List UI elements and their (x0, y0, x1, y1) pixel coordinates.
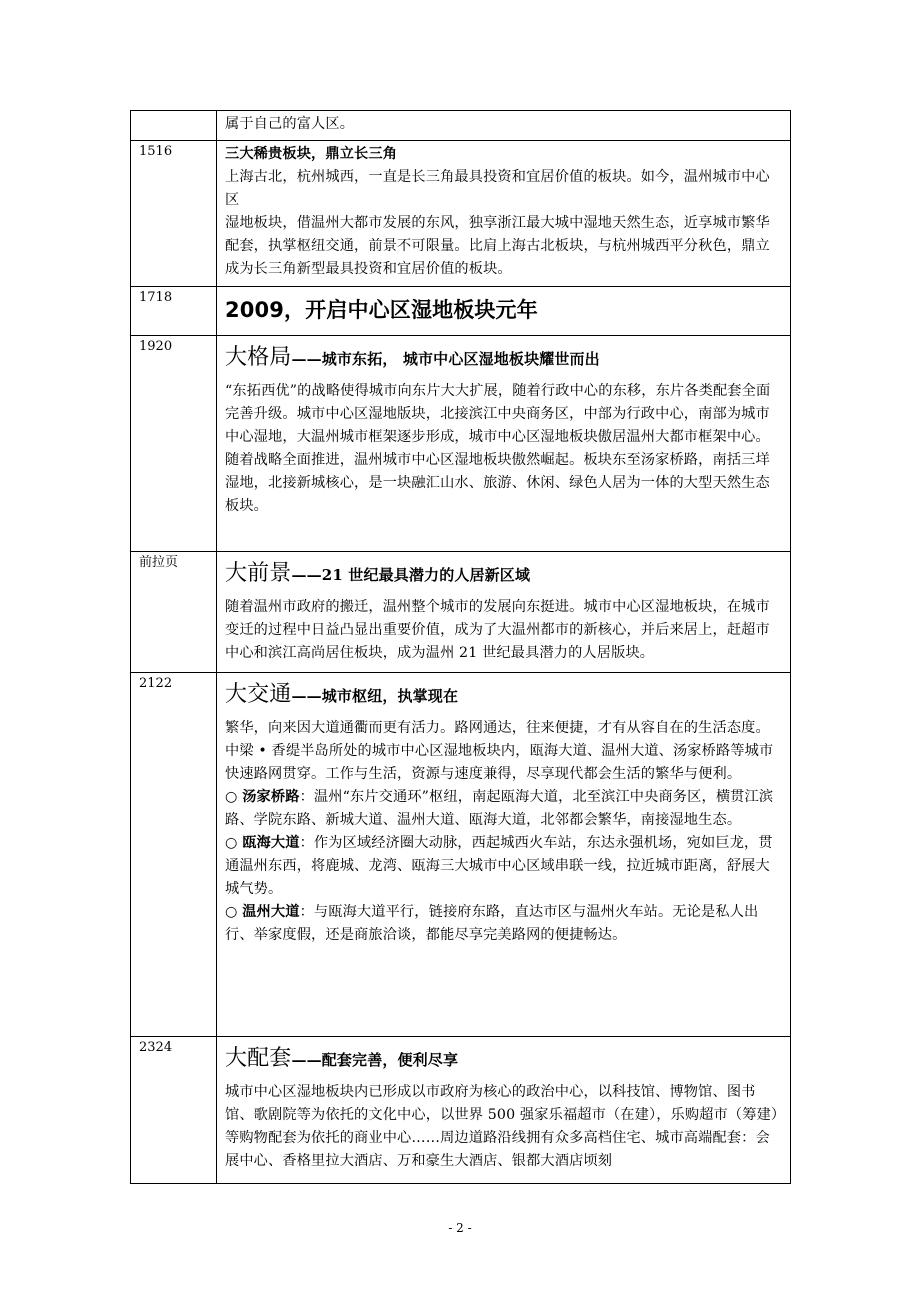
heading-sub: ——城市东拓， 城市中心区湿地板块耀世而出 (291, 350, 600, 368)
paragraph: 上海古北，杭州城西，一直是长三角最具投资和宜居价值的板块。如今，温州城市中心区 (225, 169, 770, 208)
document-table (130, 110, 791, 1184)
bullet-text: ：温州“东片交通环”枢纽，南起瓯海大道，北至滨江中央商务区，横贯江滨路、学院东路、新城大道、温州大道、瓯海大道，北邻都会繁华，南接湿地生态。 (225, 789, 774, 828)
heading-main: 大格局 (225, 345, 292, 370)
paragraph: “东拓西优”的战略使得城市向东片大大扩展，随着行政中心的东移，东片各类配套全面完善升级。城市中心区湿地版块，北接滨江中央商务区，中部为行政中心，南部为城市中心湿地，大温州城市框架逐步形成，城市中心区湿地板块傲居温州大都市框架中心。 (225, 383, 771, 445)
row-number: 1920 (131, 336, 217, 552)
bullet-text: ：与瓯海大道平行，链接府东路，直达市区与温州火车站。无论是私人出行、举家度假，还是商旅洽谈，都能尽享完美路网的便捷畅达。 (225, 904, 759, 943)
row-number (131, 111, 217, 141)
row-content (217, 1037, 791, 1184)
row-number: 1516 (131, 141, 217, 287)
row-number: 2122 (131, 673, 217, 1037)
section-heading: 三大稀贵板块，鼎立长三角 (225, 146, 398, 162)
heading-main: 大交通 (225, 682, 292, 707)
paragraph: 随着温州市政府的搬迁，温州整个城市的发展向东挺进。城市中心区湿地板块，在城市变迁的过程中日益凸显出重要价值，成为了大温州都市的新核心，并后来居上，赶超市中心和滨江高尚居住板块，成为温州 21 世纪最具潜力的人居版块。 (225, 599, 770, 661)
bullet-label: 汤家桥路 (242, 789, 300, 805)
table-row (131, 1037, 791, 1184)
paragraph: 属于自己的富人区。 (225, 116, 355, 132)
bullet-label: 温州大道 (242, 904, 300, 920)
heading-main: 大前景 (225, 561, 292, 586)
paragraph: 繁华，向来因大道通衢而更有活力。路网通达，往来便捷，才有从容自在的生活态度。 (225, 720, 770, 736)
heading-sub: ——城市枢纽，执掌现在 (291, 687, 459, 705)
heading-main: 大配套 (225, 1046, 292, 1071)
bullet-label: 瓯海大道 (242, 835, 300, 851)
table-row (131, 336, 791, 552)
paragraph: 城市中心区湿地板块内已形成以市政府为核心的政治中心，以科技馆、博物馆、图书馆、歌剧院等为依托的文化中心，以世界 500 强家乐福超市（在建），乐购超市（筹建）等购物配套为依托的商业中心……周边道路沿线拥有众多高档住宅、城市高端配套：会展中心、香格里拉大酒店、万和豪生大酒店、银都大酒店顷刻 (225, 1084, 779, 1169)
heading-sub: ——21 世纪最具潜力的人居新区域 (291, 566, 531, 584)
table-row (131, 141, 791, 287)
bullet-item (225, 901, 784, 947)
table-row (131, 287, 791, 336)
section-heading: 2009，开启中心区湿地板块元年 (225, 298, 538, 322)
circle-bullet-icon: ○ (225, 789, 238, 805)
row-number: 前拉页 (131, 552, 217, 673)
row-number: 2324 (131, 1037, 217, 1184)
row-content (217, 111, 791, 141)
bullet-item (225, 786, 784, 832)
heading-sub: ——配套完善，便利尽享 (291, 1051, 459, 1069)
section-heading (225, 554, 784, 596)
row-content (217, 141, 791, 287)
paragraph: 中梁 • 香缇半岛所处的城市中心区湿地板块内，瓯海大道、温州大道、汤家桥路等城市快速路网贯穿。工作与生活，资源与速度兼得，尽享现代都会生活的繁华与便利。 (225, 743, 774, 782)
section-heading (225, 675, 784, 717)
row-content (217, 552, 791, 673)
table-row (131, 673, 791, 1037)
section-heading (225, 1039, 784, 1081)
row-content (217, 673, 791, 1037)
row-number: 1718 (131, 287, 217, 336)
row-content (217, 336, 791, 552)
section-heading (225, 338, 784, 380)
circle-bullet-icon: ○ (225, 835, 238, 851)
bullet-text: ：作为区域经济圈大动脉，西起城西火车站，东达永强机场，宛如巨龙，贯通温州东西，将鹿城、龙湾、瓯海三大城市中心区域串联一线，拉近城市距离，舒展大城气势。 (225, 835, 773, 897)
row-content (217, 287, 791, 336)
page-number: - 2 - (448, 1221, 472, 1235)
paragraph: 随着战略全面推进，温州城市中心区湿地板块傲然崛起。板块东至汤家桥路，南括三垟湿地，北接新城核心，是一块融汇山水、旅游、休闲、绿色人居为一体的大型天然生态板块。 (225, 452, 770, 514)
table-row (131, 111, 791, 141)
paragraph: 湿地板块，借温州大都市发展的东风，独享浙江最大城中湿地天然生态，近享城市繁华配套，执掌枢纽交通，前景不可限量。比肩上海古北板块，与杭州城西平分秋色，鼎立成为长三角新型最具投资和宜居价值的板块。 (225, 215, 770, 277)
bullet-item (225, 832, 784, 901)
table-row (131, 552, 791, 673)
circle-bullet-icon: ○ (225, 904, 238, 920)
